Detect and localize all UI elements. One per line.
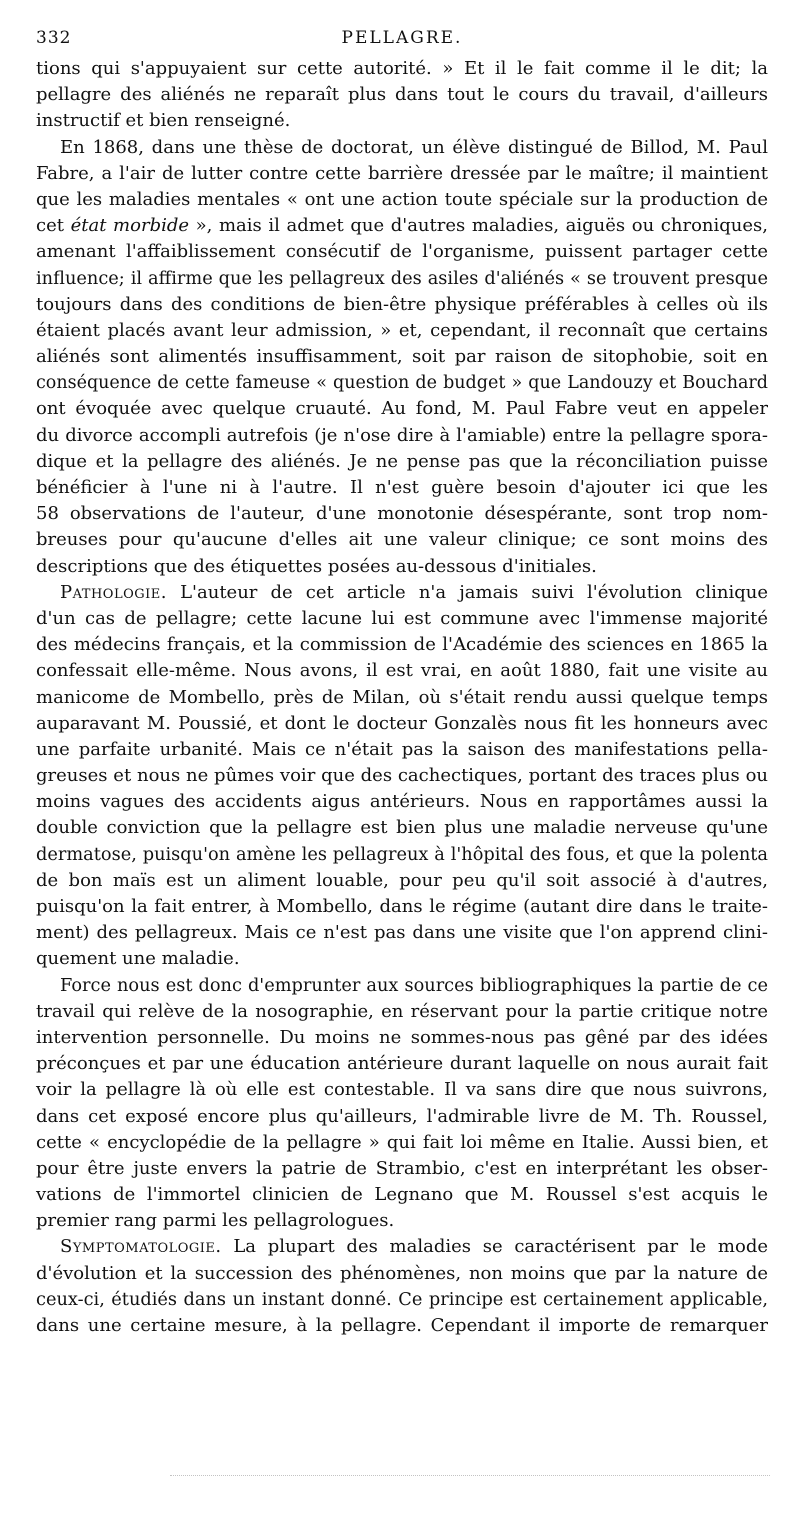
text-line: travail qui relève de la nosographie, en réservant pour la partie critique notre xyxy=(36,1000,768,1022)
text-run: La plupart des maladies se caractérisent par le mode xyxy=(221,1236,768,1258)
section-heading: Symptomatologie. xyxy=(60,1236,222,1258)
text-run: L'auteur de cet article n'a jamais suivi l'évolution clinique xyxy=(166,581,768,603)
text-line: cette « encyclopédie de la pellagre » qui fait loi même en Italie. Aussi bien, et xyxy=(36,1131,768,1153)
running-title: PELLAGRE. xyxy=(341,28,463,48)
text-line: moins vagues des accidents aigus antérieurs. Nous en rapportâmes aussi la xyxy=(36,791,768,813)
text-line: Force nous est donc d'emprunter aux sources bibliographiques la partie de ce xyxy=(60,975,768,996)
section-heading: Pathologie. xyxy=(60,581,167,603)
text-line: amenant l'affaiblissement consécutif de l'organisme, puissent partager cette xyxy=(36,241,768,263)
text-line: toujours dans des conditions de bien-être physique préférables à celles où ils xyxy=(36,293,768,315)
text-line: intervention personnelle. Du moins ne sommes-nous pas gêné par des idées xyxy=(36,1026,768,1048)
text-line: dermatose, puisqu'on amène les pellagreux à l'hôpital des fous, et que la polenta xyxy=(36,844,768,865)
text-line xyxy=(36,580,768,606)
text-line: étaient placés avant leur admission, » et, cependant, il reconnaît que certains xyxy=(36,319,768,341)
text-line: Fabre, a l'air de lutter contre cette barrière dressée par le maître; il maintient xyxy=(36,162,768,184)
scan-artifact-rule xyxy=(170,1475,770,1476)
text-line: dans une certaine mesure, à la pellagre. Cependant il importe de remarquer xyxy=(36,1315,768,1336)
text-line: d'évolution et la succession des phénomènes, non moins que par la nature de xyxy=(36,1262,768,1284)
text-line: pellagre des aliénés ne reparaît plus dans tout le cours du travail, d'ailleurs xyxy=(36,84,768,106)
page-header xyxy=(36,24,768,56)
text-line: ceux-ci, étudiés dans un instant donné. Ce principe est certainement applicable, xyxy=(36,1289,768,1310)
text-line: auparavant M. Poussié, et dont le docteur Gonzalès nous fit les honneurs avec xyxy=(36,712,768,734)
text-line: tions qui s'appuyaient sur cette autorité. » Et il le fait comme il le dit; la xyxy=(36,58,768,79)
paragraph-2 xyxy=(36,135,768,580)
text-line: que les maladies mentales « ont une action toute spéciale sur la production de xyxy=(36,188,768,210)
text-line: instructif et bien renseigné. xyxy=(36,110,291,132)
text-line: puisqu'on la fait entrer, à Mombello, dans le régime (autant dire dans le traite- xyxy=(36,896,768,917)
paragraph-3 xyxy=(36,580,768,973)
text-line: manicome de Mombello, près de Milan, où s'était rendu aussi quelque temps xyxy=(36,686,768,708)
text-line: vations de l'immortel clinicien de Legnano que M. Roussel s'est acquis le xyxy=(36,1184,768,1206)
text-line: dique et la pellagre des aliénés. Je ne pense pas que la réconciliation puisse xyxy=(36,450,768,472)
text-line: descriptions que des étiquettes posées au-dessous d'initiales. xyxy=(36,555,597,577)
text-line: conséquence de cette fameuse « question de budget » que Landouzy et Bouchard xyxy=(36,373,768,394)
text-line xyxy=(36,1234,768,1260)
text-line: de bon maïs est un aliment louable, pour peu qu'il soit associé à d'autres, xyxy=(36,869,768,891)
italic-term: état morbide xyxy=(70,215,190,237)
text-line: d'un cas de pellagre; cette lacune lui est commune avec l'immense majorité xyxy=(36,607,768,629)
text-line: préconçues et par une éducation antérieure durant laquelle on nous aurait fait xyxy=(36,1053,768,1075)
text-run: cet xyxy=(36,215,71,237)
text-line: du divorce accompli autrefois (je n'ose dire à l'amiable) entre la pellagre spora- xyxy=(36,424,768,446)
text-run: », mais il admet que d'autres maladies, aiguës ou chroniques, xyxy=(189,215,768,237)
text-line: premier rang parmi les pellagrologues. xyxy=(36,1210,395,1232)
text-line: pour être juste envers la patrie de Strambio, c'est en interprétant les obser- xyxy=(36,1157,768,1179)
text-line: aliénés sont alimentés insuffisamment, soit par raison de sitophobie, soit en xyxy=(36,346,768,368)
text-line xyxy=(36,213,768,239)
document-page xyxy=(36,24,768,1339)
text-line: breuses pour qu'aucune d'elles ait une valeur clinique; ce sont moins des xyxy=(36,529,768,551)
paragraph-5 xyxy=(36,1234,768,1339)
text-line: greuses et nous ne pûmes voir que des cachectiques, portant des traces plus ou xyxy=(36,765,768,787)
text-line: 58 observations de l'auteur, d'une monotonie désespérante, sont trop nom- xyxy=(36,503,768,525)
text-line: des médecins français, et la commission de l'Académie des sciences en 1865 la xyxy=(36,634,768,656)
text-line: En 1868, dans une thèse de doctorat, un élève distingué de Billod, M. Paul xyxy=(60,136,768,158)
text-line: voir la pellagre là où elle est contestable. Il va sans dire que nous suivrons, xyxy=(36,1079,768,1101)
paragraph-1 xyxy=(36,56,768,135)
text-line: dans cet exposé encore plus qu'ailleurs, l'admirable livre de M. Th. Roussel, xyxy=(36,1105,768,1127)
text-line: ont évoquée avec quelque cruauté. Au fond, M. Paul Fabre veut en appeler xyxy=(36,398,768,420)
text-line: bénéficier à l'une ni à l'autre. Il n'est guère besoin d'ajouter ici que les xyxy=(36,477,768,498)
text-line: une parfaite urbanité. Mais ce n'était pas la saison des manifestations pella- xyxy=(36,738,768,760)
text-line: quement une maladie. xyxy=(36,948,240,970)
paragraph-4 xyxy=(36,973,768,1235)
text-line: confessait elle-même. Nous avons, il est vrai, en août 1880, fait une visite au xyxy=(36,660,768,682)
text-line: influence; il affirme que les pellagreux des asiles d'aliénés « se trouvent presque xyxy=(36,268,768,289)
text-line: double conviction que la pellagre est bien plus une maladie nerveuse qu'une xyxy=(36,817,768,839)
page-number: 332 xyxy=(36,28,72,48)
text-line: ment) des pellagreux. Mais ce n'est pas dans une visite que l'on apprend clini- xyxy=(36,922,768,944)
